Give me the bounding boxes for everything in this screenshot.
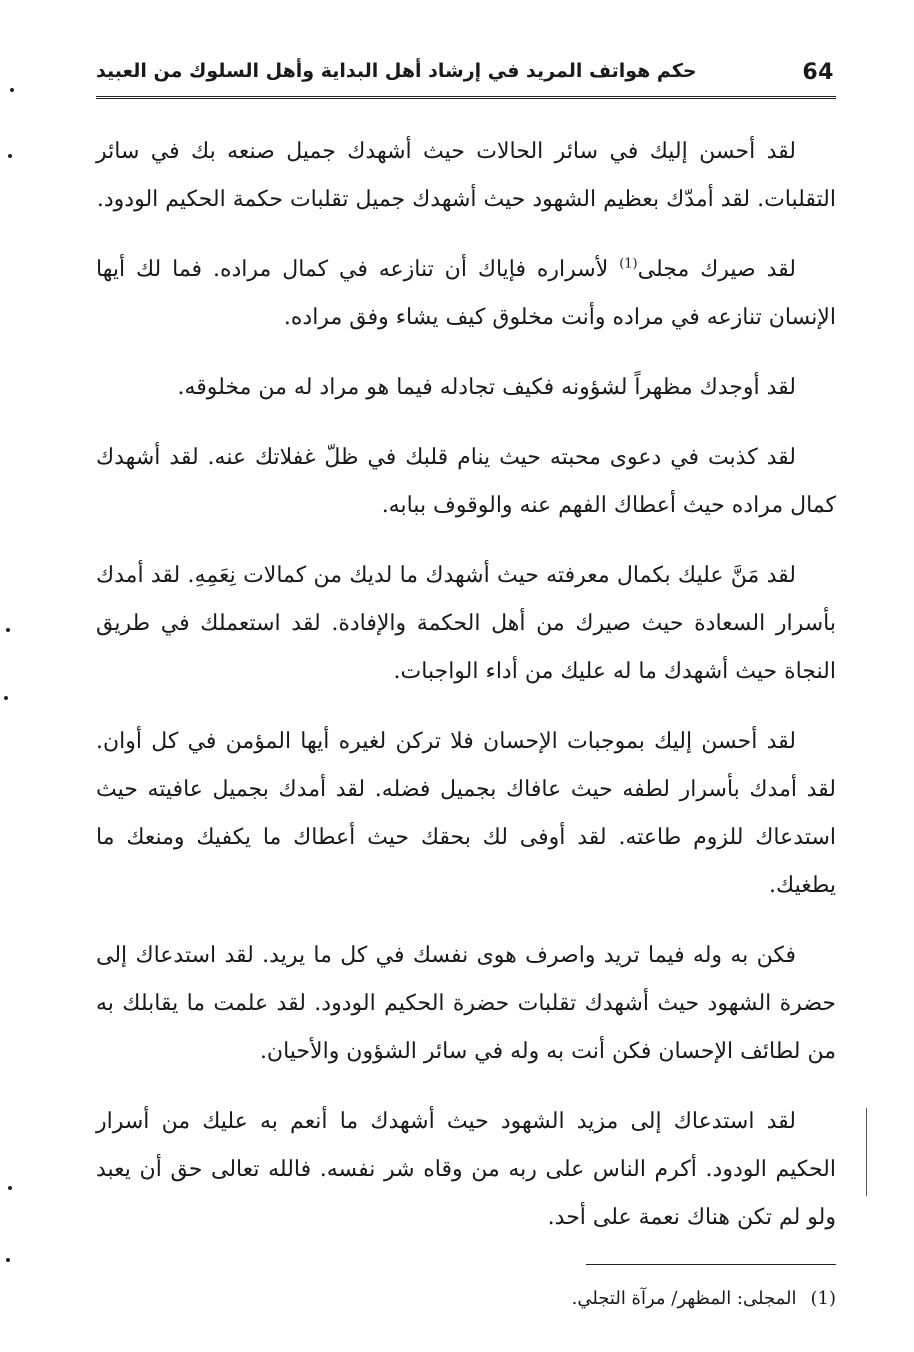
- footnote-number: (1): [810, 1288, 836, 1309]
- scan-speck: [10, 88, 14, 92]
- scan-speck: [6, 628, 10, 632]
- footnote-rule: [586, 1264, 836, 1265]
- scan-margin-line: [866, 1108, 867, 1196]
- paragraph-2-end: أيها الإنسان تنازعه في مراده وأنت مخلوق كيف يشاء وفق مراده.: [96, 257, 836, 330]
- paragraph-2-rest: لأسراره فإياك أن تنازعه في كمال مراده. فما لك: [125, 257, 620, 282]
- paragraph-4: لقد كذبت في دعوى محبته حيث ينام قلبك في ظلّ غفلاتك عنه. لقد أشهدك كمال مراده حيث أعطاك الفهم عنه والوقوف ببابه.: [96, 445, 836, 518]
- paragraph-7: فكن به وله فيما تريد واصرف هوى نفسك في كل ما يريد. لقد استدعاك إلى حضرة الشهود حيث أشهدك تقلبات حضرة الحكيم الودود. لقد علمت ما يقابلك به من لطائف الإحسان فكن أنت به وله في سائر الشؤون والأحيان.: [96, 943, 836, 1064]
- page-number: 64: [802, 60, 834, 85]
- main-text: [96, 128, 836, 1264]
- scan-speck: [8, 154, 12, 158]
- running-title: حكم هواتف المريد في إرشاد أهل البداية وأهل السلوك من العبيد: [96, 60, 697, 82]
- footnote: [572, 1288, 836, 1309]
- paragraph-6: لقد أحسن إليك بموجبات الإحسان فلا تركن لغيره أيها المؤمن في كل أوان. لقد أمدك بأسرار لطفه حيث عافاك بجميل فضله. لقد أمدك بجميل عافيته حيث استدعاك للزوم طاعته. لقد أوفى لك بحقك حيث أعطاك ما يكفيك ومنعك ما يطغيك.: [96, 729, 836, 898]
- footnote-text: المجلى: المظهر/ مرآة التجلي.: [571, 1288, 797, 1309]
- paragraph-5: لقد مَنَّ عليك بكمال معرفته حيث أشهدك ما لديك من كمالات نِعَمِهِ. لقد أمدك بأسرار السعادة حيث صيرك من أهل الحكمة والإفادة. لقد استعملك في طريق النجاة حيث أشهدك ما له عليك من أداء الواجبات.: [96, 563, 836, 684]
- header-rule: [96, 96, 836, 99]
- page-header: [96, 58, 836, 98]
- paragraph-2-lead: لقد صيرك مجلى: [637, 257, 796, 282]
- footnote-reference[interactable]: (1): [619, 256, 638, 272]
- scan-speck: [4, 696, 8, 700]
- paragraph-3: لقد أوجدك مظهراً لشؤونه فكيف تجادله فيما هو مراد له من مخلوقه.: [177, 375, 796, 400]
- scan-speck: [6, 1258, 10, 1262]
- scan-speck: [8, 1186, 12, 1190]
- paragraph-1: لقد أحسن إليك في سائر الحالات حيث أشهدك جميل صنعه بك في سائر التقلبات. لقد أمدّك بعظيم الشهود حيث أشهدك جميل تقلبات حكمة الحكيم الودود.: [96, 139, 836, 212]
- paragraph-8: لقد استدعاك إلى مزيد الشهود حيث أشهدك ما أنعم به عليك من أسرار الحكيم الودود. أكرم الناس على ربه من وقاه شر نفسه. فالله تعالى حق أن يعبد ولو لم تكن هناك نعمة على أحد.: [96, 1109, 836, 1230]
- paragraph-2: [96, 246, 836, 342]
